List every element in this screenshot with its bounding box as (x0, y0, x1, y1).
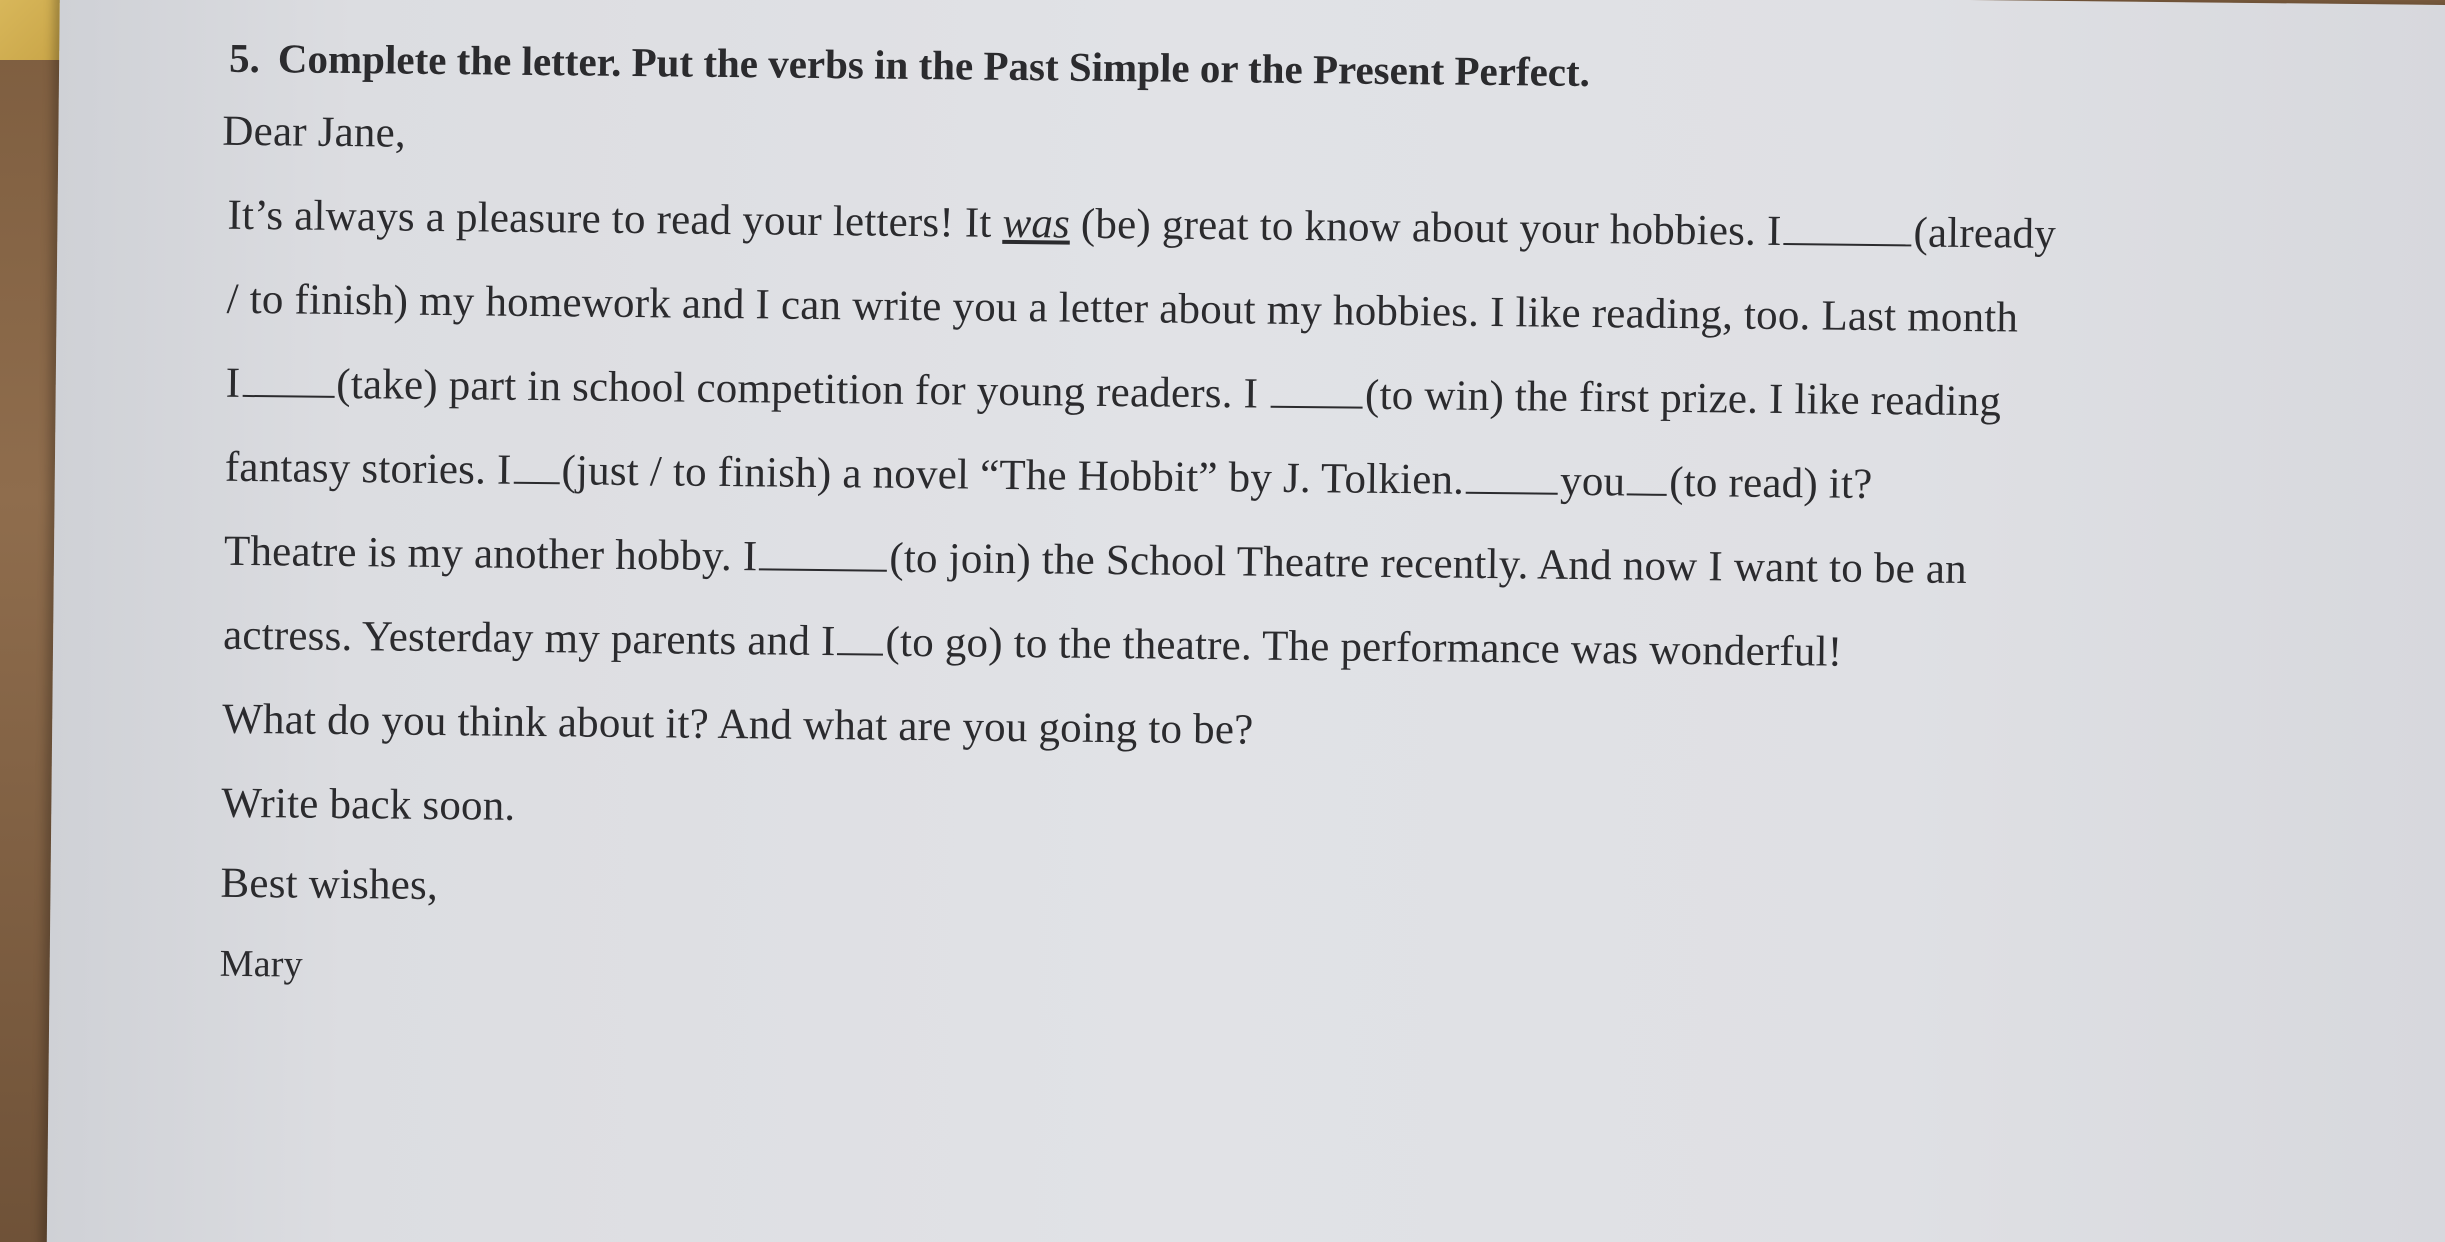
text-segment: (take) part in school competition for young readers. I (336, 360, 1270, 418)
text-segment: (be) great to know about your hobbies. I (1069, 200, 1782, 256)
exercise-number: 5. (228, 34, 261, 82)
text-segment: It’s always a pleasure to read your letters! It (227, 191, 1003, 247)
answer-blank[interactable] (837, 617, 883, 655)
sample-answer: was (1002, 199, 1071, 248)
answer-blank[interactable] (1271, 370, 1363, 409)
text-segment: I (225, 359, 241, 407)
write-back-line: Write back soon. (221, 779, 516, 830)
exercise-content (219, 34, 2379, 1038)
text-segment: / to finish) my homework and I can write you a letter about my hobbies. I like reading, too. Last month (226, 275, 2019, 342)
answer-blank[interactable] (759, 532, 887, 571)
sign-off-line: Best wishes, (220, 859, 439, 910)
worksheet-page (46, 0, 2445, 1242)
exercise-title (229, 34, 2379, 105)
text-segment: fantasy stories. I (224, 443, 512, 494)
answer-blank[interactable] (1466, 456, 1558, 495)
text-segment: actress. Yesterday my parents and I (222, 611, 836, 666)
text-segment: you (1559, 457, 1626, 506)
letter-closing (219, 776, 2371, 1039)
letter-greeting: Dear Jane, (222, 107, 407, 157)
answer-blank[interactable] (1627, 457, 1667, 495)
text-segment: (already (1913, 209, 2057, 258)
text-segment: (to read) it? (1669, 458, 1873, 509)
text-segment: (just / to finish) a novel “The Hobbit” by J. Tolkien. (561, 447, 1465, 504)
signature: Mary (219, 942, 304, 986)
text-segment: (to go) to the theatre. The performance was wonderful! (885, 618, 1843, 676)
text-segment: (to win) the first prize. I like reading (1364, 371, 2002, 426)
text-segment: What do you think about it? And what are you going to be? (222, 695, 1254, 754)
text-segment: Theatre is my another hobby. I (223, 527, 758, 581)
answer-blank[interactable] (513, 446, 559, 484)
answer-blank[interactable] (242, 359, 334, 398)
text-segment: (to join) the School Theatre recently. And now I want to be an (889, 534, 1968, 593)
answer-blank[interactable] (1783, 207, 1911, 246)
exercise-instruction: Complete the letter. Put the verbs in the Past Simple or the Present Perfect. (277, 35, 1591, 96)
